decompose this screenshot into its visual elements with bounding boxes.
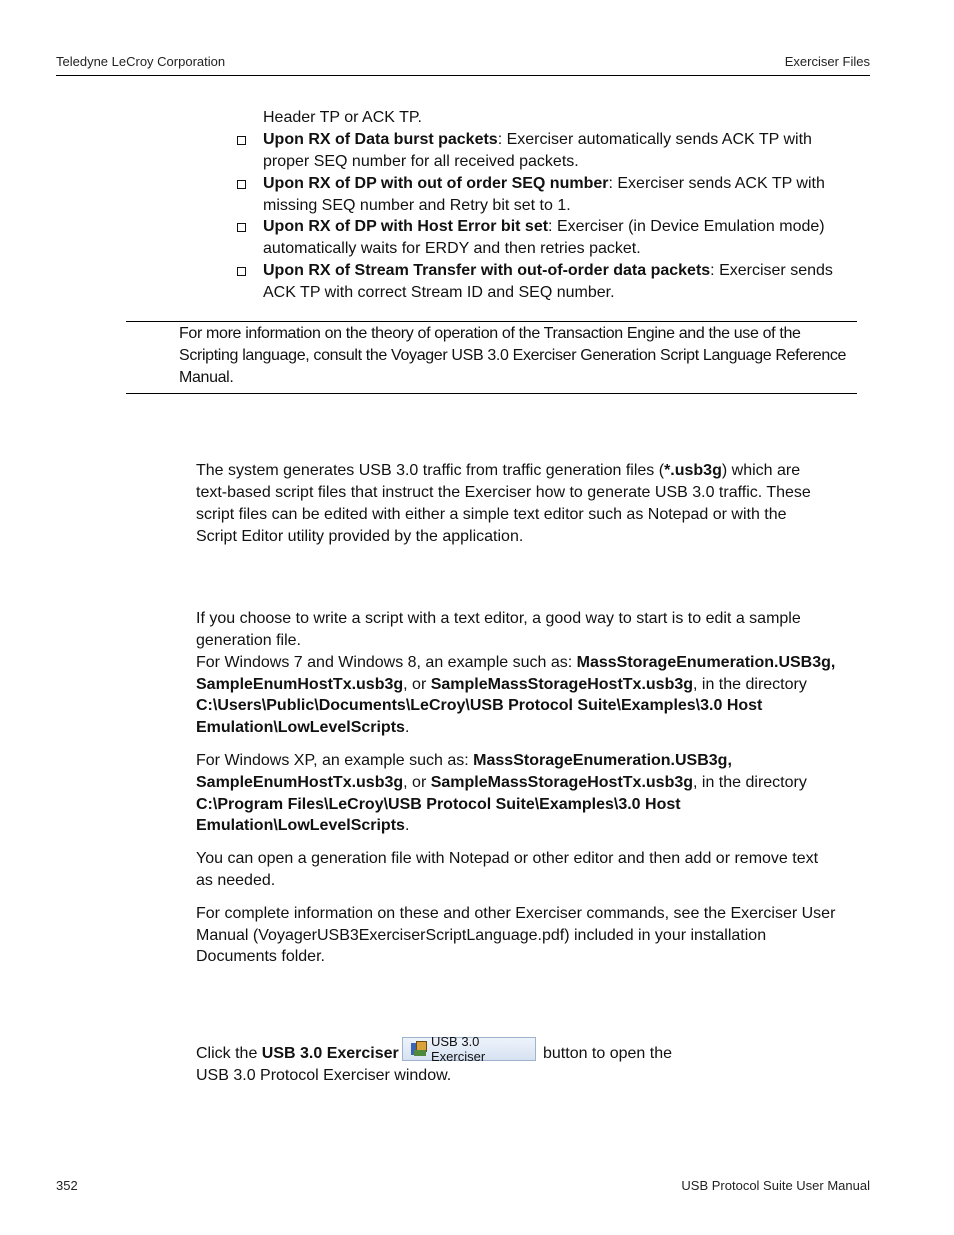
header-right: Exerciser Files [784,54,870,69]
file-extension: *.usb3g [664,462,722,479]
paragraph-line: For Windows XP, an example such as: MassStorageEnumeration.USB3g, [196,752,732,769]
filename: SampleEnumHostTx.usb3g [196,676,404,693]
usb3-exerciser-button[interactable] [402,1034,536,1064]
filename: MassStorageEnumeration.USB3g, [473,752,732,769]
filename: SampleMassStorageHostTx.usb3g [430,676,694,693]
bullet-text-cont: ACK TP with correct Stream ID and SEQ number. [263,284,615,301]
paragraph-line: The system generates USB 3.0 traffic from traffic generation files (*.usb3g) which are [196,462,801,479]
paragraph-line: button to open the [543,1045,672,1062]
paragraph-line: SampleEnumHostTx.usb3g, or SampleMassStorageHostTx.usb3g, in the directory [196,774,807,791]
bullet-item [263,260,833,282]
bullet-item [263,216,825,238]
directory-path: Emulation\LowLevelScripts. [196,817,410,834]
paragraph-line: as needed. [196,872,276,889]
page-number: 352 [56,1178,78,1193]
paragraph-line: SampleEnumHostTx.usb3g, or SampleMassStorageHostTx.usb3g, in the directory [196,676,807,693]
directory-path: Emulation\LowLevelScripts. [196,719,410,736]
footer-title: USB Protocol Suite User Manual [681,1178,870,1193]
header-rule [56,75,870,76]
paragraph-line: For Windows 7 and Windows 8, an example such as: MassStorageEnumeration.USB3g, [196,654,836,671]
filename: SampleMassStorageHostTx.usb3g [430,774,694,791]
paragraph-line: script files can be edited with either a simple text editor such as Notepad or with the [196,506,787,523]
bullet-title: Upon RX of Data burst packets [263,131,498,148]
paragraph-line: text-based script files that instruct the Exerciser how to generate USB 3.0 traffic. These [196,484,811,501]
paragraph-line: generation file. [196,632,301,649]
note-bottom-rule [126,393,857,394]
bullet-text-cont: missing SEQ number and Retry bit set to 1. [263,197,571,214]
exerciser-icon [411,1041,427,1057]
paragraph-line: Documents folder. [196,948,325,965]
bullet-text: : Exerciser automatically sends ACK TP with [497,131,812,148]
paragraph-line: Manual (VoyagerUSB3ExerciserScriptLanguage.pdf) included in your installation [196,927,767,944]
filename: SampleEnumHostTx.usb3g [196,774,404,791]
bullet-square-icon [237,223,246,232]
note-line: Manual. [179,369,234,386]
bullet-square-icon [237,267,246,276]
bullet-title: Upon RX of DP with Host Error bit set [263,218,549,235]
bullet-item [263,173,825,195]
bullet-square-icon [237,180,246,189]
continuation-text: Header TP or ACK TP. [263,109,422,126]
directory-path: C:\Program Files\LeCroy\USB Protocol Suite\Examples\3.0 Host [196,796,681,813]
note-line: For more information on the theory of operation of the Transaction Engine and the use of the [179,325,801,342]
note-line: Scripting language, consult the Voyager USB 3.0 Exerciser Generation Script Language Reference [179,347,847,364]
paragraph-line: Click the USB 3.0 Exerciser [196,1045,399,1062]
bullet-square-icon [237,136,246,145]
bullet-text-cont: proper SEQ number for all received packets. [263,153,579,170]
bullet-text: : Exerciser (in Device Emulation mode) [548,218,825,235]
filename: MassStorageEnumeration.USB3g, [576,654,836,671]
bullet-text: : Exerciser sends ACK TP with [608,175,825,192]
header-left: Teledyne LeCroy Corporation [56,54,226,69]
bullet-title: Upon RX of DP with out of order SEQ number [263,175,609,192]
bullet-text: : Exerciser sends [710,262,833,279]
paragraph-line: If you choose to write a script with a text editor, a good way to start is to edit a sample [196,610,801,627]
bullet-title: Upon RX of Stream Transfer with out-of-order data packets [263,262,711,279]
usb3-exerciser-button-label: USB 3.0 Exerciser [431,1034,486,1064]
paragraph-line: USB 3.0 Protocol Exerciser window. [196,1067,452,1084]
paragraph-line: For complete information on these and other Exerciser commands, see the Exerciser User [196,905,836,922]
note-top-rule [126,321,857,322]
bullet-item [263,129,812,151]
ui-term: USB 3.0 Exerciser [261,1045,399,1062]
paragraph-line: Script Editor utility provided by the application. [196,528,524,545]
directory-path: C:\Users\Public\Documents\LeCroy\USB Protocol Suite\Examples\3.0 Host [196,697,763,714]
paragraph-line: You can open a generation file with Notepad or other editor and then add or remove text [196,850,819,867]
bullet-text-cont: automatically waits for ERDY and then retries packet. [263,240,641,257]
